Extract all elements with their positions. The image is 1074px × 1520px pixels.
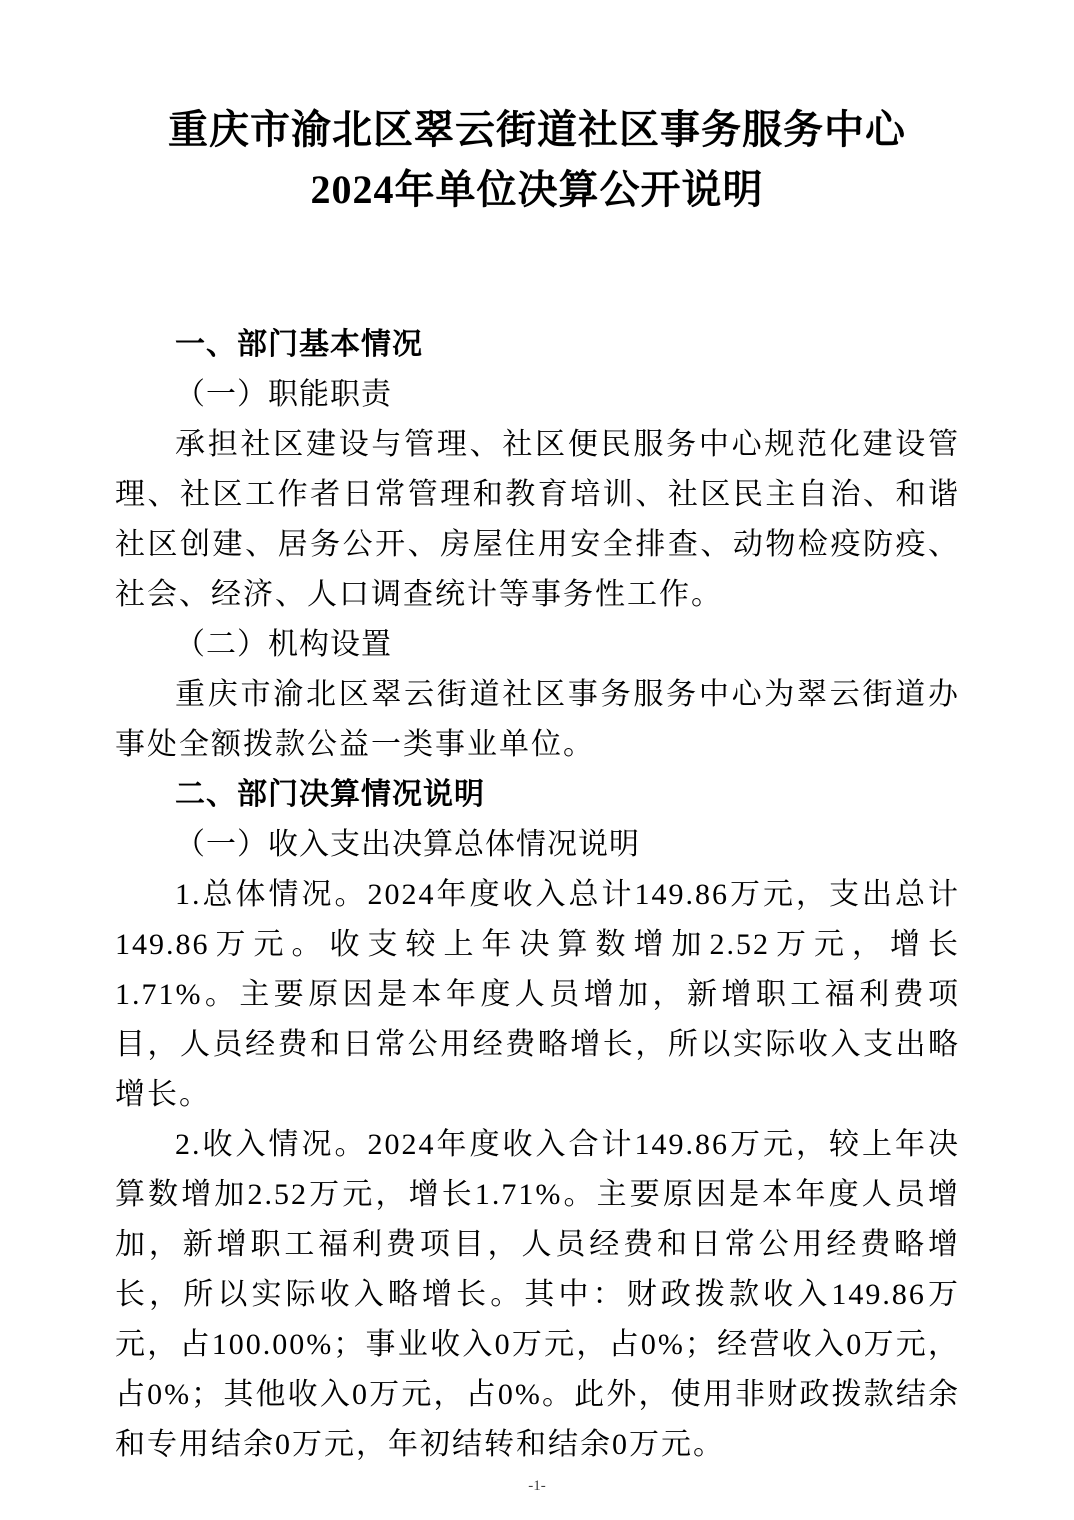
section-heading-department-overview: 一、部门基本情况 [175, 328, 423, 361]
page-number: -1- [528, 1478, 546, 1494]
sub-heading-income-expenditure-overview: （一）收入支出决算总体情况说明 [175, 828, 640, 861]
sub-heading-organization: （二）机构设置 [175, 628, 392, 661]
sub-heading-duties: （一）职能职责 [175, 378, 392, 411]
paragraph-overall-situation: 1.总体情况。2024年度收入总计149.86万元，支出总计149.86万元。收支较上年决算数增加2.52万元，增长1.71%。主要原因是本年度人员增加，新增职工福利费项目，人员经费和日常公用经费略增长，所以实际收入支出略增长。 [115, 878, 960, 1111]
document-title [90, 100, 984, 220]
paragraph-organization: 重庆市渝北区翠云街道社区事务服务中心为翠云街道办事处全额拨款公益一类事业单位。 [115, 678, 960, 761]
document-title-line2: 2024年单位决算公开说明 [310, 167, 764, 212]
document-title-line1: 重庆市渝北区翠云街道社区事务服务中心 [168, 107, 906, 152]
paragraph-income-situation: 2.收入情况。2024年度收入合计149.86万元，较上年决算数增加2.52万元，增长1.71%。主要原因是本年度人员增加，新增职工福利费项目，人员经费和日常公用经费略增长，所以实际收入略增长。其中：财政拨款收入149.86万元，占100.00%；事业收入0万元，占0%；经营收入0万元，占0%；其他收入0万元，占0%。此外，使用非财政拨款结余和专用结余0万元，年初结转和结余0万元。 [115, 1128, 960, 1461]
paragraph-duties: 承担社区建设与管理、社区便民服务中心规范化建设管理、社区工作者日常管理和教育培训、社区民主自治、和谐社区创建、居务公开、房屋住用安全排查、动物检疫防疫、社会、经济、人口调查统计等事务性工作。 [115, 428, 960, 611]
section-heading-final-accounts: 二、部门决算情况说明 [175, 778, 485, 811]
document-body [115, 320, 960, 1470]
